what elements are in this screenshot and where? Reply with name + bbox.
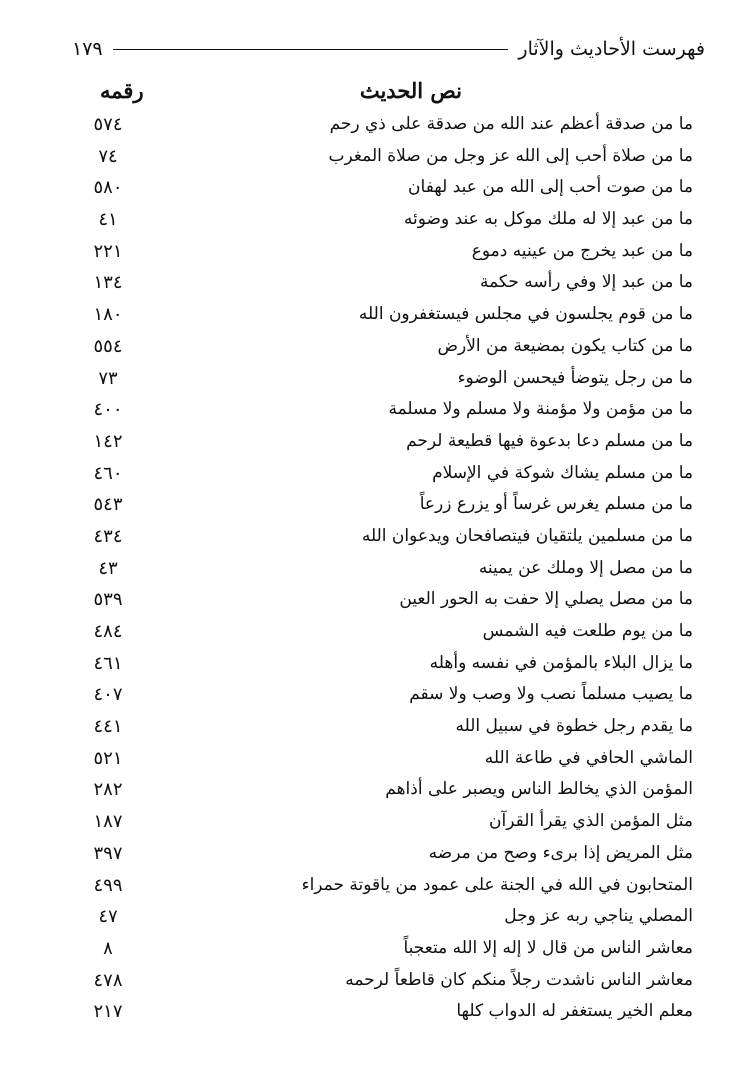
index-entry-row: ما من قوم يجلسون في مجلس فيستغفرون الله ١٨٠ xyxy=(93,304,693,326)
index-entry-row: الماشي الحافي في طاعة الله ٥٢١ xyxy=(93,747,693,769)
hadith-text: المؤمن الذي يخالط الناس ويصبر على أذاهم xyxy=(385,779,693,800)
index-entry-row: ما من عبد إلا وفي رأسه حكمة ١٣٤ xyxy=(93,272,693,294)
hadith-text: ما من مسلمين يلتقيان فيتصافحان ويدعوان الله xyxy=(361,525,693,546)
index-entry-row: ما من عبد يخرج من عينيه دموع ٢٢١ xyxy=(93,240,693,262)
index-entry-row: ما من مسلم يشاك شوكة في الإسلام ٤٦٠ xyxy=(93,462,693,484)
hadith-text: ما من عبد إلا له ملك موكل به عند وضوئه xyxy=(403,209,693,230)
index-entry-row: معلم الخير يستغفر له الدواب كلها ٢١٧ xyxy=(93,1001,693,1023)
hadith-text: ما من عبد إلا وفي رأسه حكمة xyxy=(479,272,693,293)
text-column-header: نص الحديث xyxy=(359,78,462,103)
index-entry-row: ما من مسلم دعا بدعوة فيها قطيعة لرحم ١٤٢ xyxy=(93,430,693,452)
index-entry-row: ما من مصل يصلي إلا حفت به الحور العين ٥٣٩ xyxy=(93,589,693,611)
index-entry-row: المتحابون في الله في الجنة على عمود من ياقوتة حمراء ٤٩٩ xyxy=(93,874,693,896)
hadith-text: معلم الخير يستغفر له الدواب كلها xyxy=(456,1001,693,1022)
index-entry-row: ما من صدقة أعظم عند الله من صدقة على ذي رحم ٥٧٤ xyxy=(93,114,693,135)
hadith-text: ما من قوم يجلسون في مجلس فيستغفرون الله xyxy=(358,304,693,325)
index-entry-row: ما يصيب مسلماً نصب ولا وصب ولا سقم ٤٠٧ xyxy=(93,684,693,706)
hadith-text: ما من مسلم يغرس غرساً أو يزرع زرعاً xyxy=(419,494,693,515)
header-rule xyxy=(113,49,509,50)
hadith-text: مثل المريض إذا برىء وصح من مرضه xyxy=(428,842,693,863)
hadith-text: ما من صدقة أعظم عند الله من صدقة على ذي رحم xyxy=(329,114,693,134)
index-entry-row: معاشر الناس من قال لا إله إلا الله متعجباً ٨ xyxy=(103,937,693,959)
index-entry-row: معاشر الناس ناشدت رجلاً منكم كان قاطعاً لرحمه ٤٧٨ xyxy=(93,969,693,991)
hadith-text: ما من مسلم دعا بدعوة فيها قطيعة لرحم xyxy=(406,430,693,451)
index-entry-row: المصلي يناجي ربه عز وجل ٤٧ xyxy=(98,906,693,928)
index-entry-row: ما من رجل يتوضأ فيحسن الوضوء ٧٣ xyxy=(98,367,693,389)
hadith-text: ما من صوت أحب إلى الله من عبد لهفان xyxy=(408,177,693,198)
index-entry-row: ما من مسلم يغرس غرساً أو يزرع زرعاً ٥٤٣ xyxy=(93,494,693,516)
hadith-text: معاشر الناس ناشدت رجلاً منكم كان قاطعاً لرحمه xyxy=(345,969,693,990)
hadith-text: المصلي يناجي ربه عز وجل xyxy=(504,906,693,927)
page-number: ١٧٩ xyxy=(72,38,103,60)
index-entry-row: ما يزال البلاء بالمؤمن في نفسه وأهله ٤٦١ xyxy=(93,652,693,674)
hadith-text: ما من مسلم يشاك شوكة في الإسلام xyxy=(432,462,693,483)
hadith-text: ما يصيب مسلماً نصب ولا وصب ولا سقم xyxy=(409,684,693,705)
index-entry-row: ما من صلاة أحب إلى الله عز وجل من صلاة المغرب ٧٤ xyxy=(98,145,693,167)
header-title: فهرست الأحاديث والآثار xyxy=(518,38,705,60)
index-entry-row: ما من عبد إلا له ملك موكل به عند وضوئه ٤١ xyxy=(98,209,693,231)
hadith-text: المتحابون في الله في الجنة على عمود من ياقوتة حمراء xyxy=(301,874,693,895)
index-entry-row: ما من مسلمين يلتقيان فيتصافحان ويدعوان الله ٤٣٤ xyxy=(93,525,693,547)
hadith-text: ما من مؤمن ولا مؤمنة ولا مسلم ولا مسلمة xyxy=(388,399,693,420)
index-entry-row: ما من يوم طلعت فيه الشمس ٤٨٤ xyxy=(93,621,693,642)
hadith-text: ما من يوم طلعت فيه الشمس xyxy=(482,621,693,641)
index-entry-row: ما يقدم رجل خطوة في سبيل الله ٤٤١ xyxy=(93,716,693,738)
index-entry-row: ما من مصل إلا وملك عن يمينه ٤٣ xyxy=(98,557,693,579)
hadith-text: ما من عبد يخرج من عينيه دموع xyxy=(471,240,693,261)
hadith-text: ما من صلاة أحب إلى الله عز وجل من صلاة المغرب xyxy=(328,145,693,166)
number-column-header: رقمه xyxy=(100,78,144,103)
hadith-text: ما يقدم رجل خطوة في سبيل الله xyxy=(455,716,693,737)
hadith-text: معاشر الناس من قال لا إله إلا الله متعجباً xyxy=(403,937,693,958)
hadith-text: مثل المؤمن الذي يقرأ القرآن xyxy=(489,811,693,832)
index-entry-row: مثل المؤمن الذي يقرأ القرآن ١٨٧ xyxy=(93,811,693,833)
index-entry-row: مثل المريض إذا برىء وصح من مرضه ٣٩٧ xyxy=(93,842,693,864)
index-entry-row: المؤمن الذي يخالط الناس ويصبر على أذاهم ٢٨٢ xyxy=(93,779,693,801)
hadith-text: ما يزال البلاء بالمؤمن في نفسه وأهله xyxy=(429,652,693,673)
hadith-text: ما من رجل يتوضأ فيحسن الوضوء xyxy=(457,367,693,388)
index-entry-row: ما من كتاب يكون بمضيعة من الأرض ٥٥٤ xyxy=(93,335,693,357)
index-entries xyxy=(60,112,693,1031)
hadith-text: ما من مصل إلا وملك عن يمينه xyxy=(478,557,693,578)
running-header xyxy=(72,34,705,64)
index-entry-row: ما من صوت أحب إلى الله من عبد لهفان ٥٨٠ xyxy=(93,177,693,199)
hadith-text: الماشي الحافي في طاعة الله xyxy=(484,747,693,768)
hadith-text: ما من مصل يصلي إلا حفت به الحور العين xyxy=(399,589,693,610)
hadith-text: ما من كتاب يكون بمضيعة من الأرض xyxy=(437,335,693,356)
index-entry-row: ما من مؤمن ولا مؤمنة ولا مسلم ولا مسلمة ٤٠٠ xyxy=(93,399,693,421)
